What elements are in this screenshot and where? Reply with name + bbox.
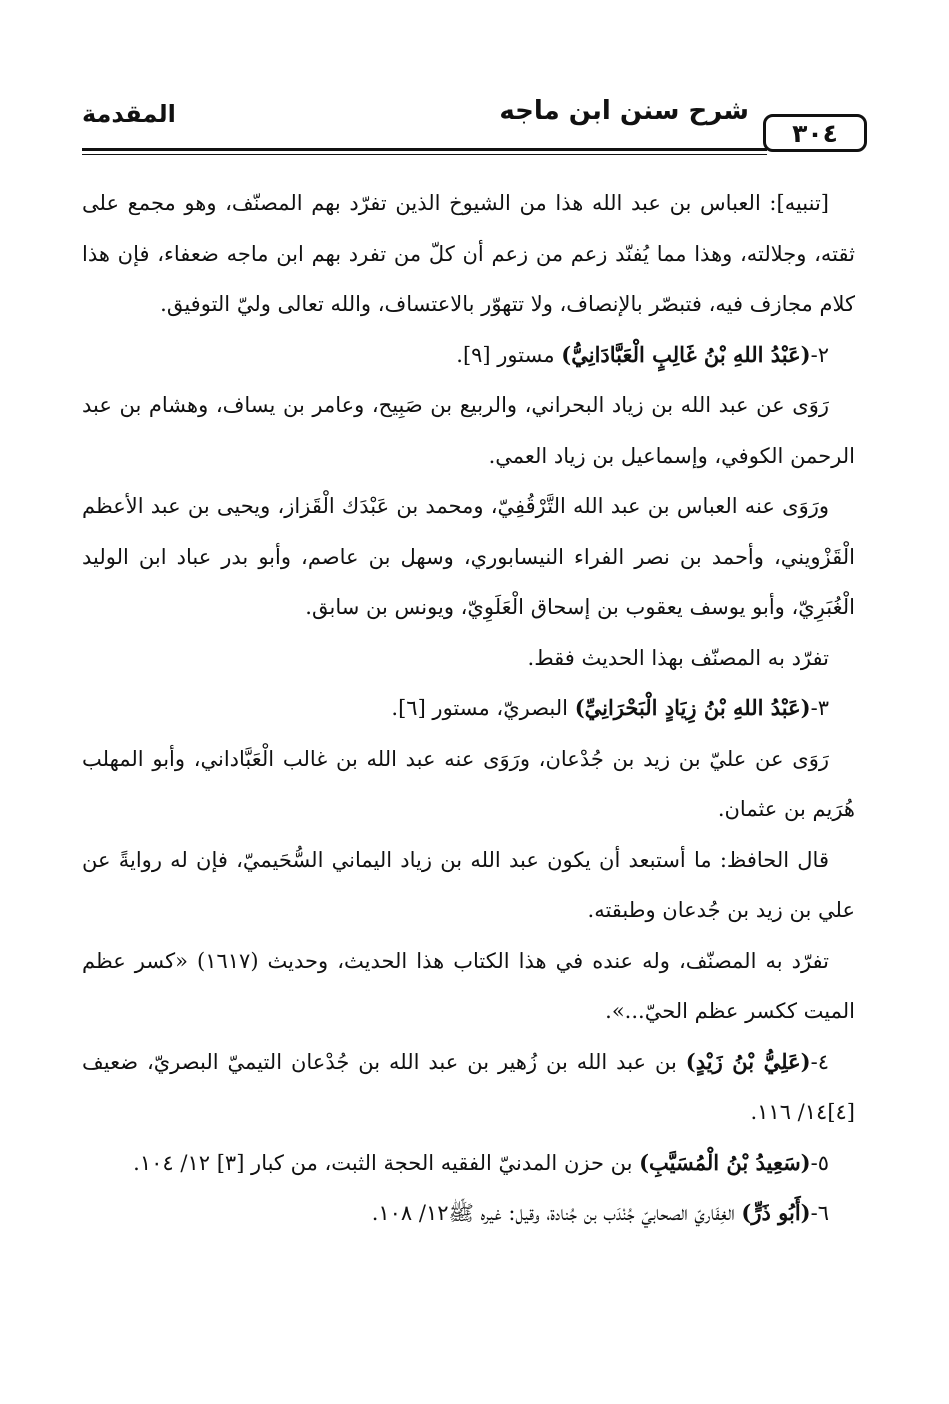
narrator-entry-6 <box>82 1188 855 1239</box>
narrator-name: (سَعِيدُ بْنُ الْمُسَيَّبِ) <box>639 1149 811 1175</box>
page-number: ٣٠٤ <box>792 118 838 148</box>
remark-paragraph: تفرّد به المصنّف، وله عنده في هذا الكتاب هذا الحديث، وحديث (١٦١٧) «كسر عظم الميت ككسر عظم الحيّ...». <box>82 948 855 1023</box>
narrator-entry-4 <box>82 1037 855 1138</box>
narrated-by-paragraph: ورَوَى عنه العباس بن عبد الله التَّرْقُفِيّ، ومحمد بن عَبْدَك الْقَزاز، ويحيى بن عبد الأعظم الْقَزْويني، وأحمد بن نصر الفراء النيسابوري، وسهل بن عاصم، وأبو بدر عباد ابن الوليد الْغُبَرِيّ، وأبو يوسف يعقوب بن إسحاق الْعَلَوِيّ، ويونس بن سابق. <box>82 494 855 619</box>
narrator-name: (عَبْدُ اللهِ بْنُ غَالِبٍ الْعَبَّادَانِيُّ) <box>561 341 811 367</box>
entry-details: مستور [٩]. <box>456 342 562 367</box>
narrator-name: (أَبُو ذَرٍّ) <box>741 1200 811 1225</box>
entry-number: ٢- <box>810 342 829 367</box>
note-paragraph: [تنبيه]: العباس بن عبد الله هذا من الشيوخ الذين تفرّد بهم المصنّف، وهو مجمع على ثقته، وجلالته، وهذا مما يُفنّد زعم من زعم أن كلّ من تفرد بهم ابن ماجه ضعفاء، فإن هذا كلام مجازف فيه، فتبصّر بالإنصاف، ولا تتهوّر بالاعتساف، والله تعالى وليّ التوفيق. <box>82 191 855 316</box>
book-title: شرح سنن ابن ماجه <box>499 96 749 126</box>
narrator-entry-2 <box>82 330 855 381</box>
narrator-name: (عَلِيُّ بْنُ زَيْدٍ) <box>685 1048 811 1074</box>
hafiz-quote-paragraph: قال الحافظ: ما أستبعد أن يكون عبد الله بن زياد اليماني السُّحَيميّ، فإن له روايةً عن علي بن زيد بن جُدعان وطبقته. <box>82 847 855 922</box>
entry-details: بن حزن المدنيّ الفقيه الحجة الثبت، من كبار [٣] ١٢/ ١٠٤. <box>133 1150 640 1175</box>
remark-paragraph: تفرّد به المصنّف بهذا الحديث فقط. <box>527 645 829 670</box>
narrated-from-paragraph: رَوَى عن عبد الله بن زياد البحراني، والربيع بن صَبِيح، وعامر بن يساف، وهشام بن عبد الرحمن الكوفي، وإسماعيل بن زياد العمي. <box>82 393 855 468</box>
header-rule <box>82 148 767 151</box>
narrated-from-paragraph: رَوَى عن عليّ بن زيد بن جُدْعان، ورَوَى عنه عبد الله بن غالب الْعَبَّاداني، وأبو المهلب هُرَيم بن عثمان. <box>82 746 855 821</box>
entry-details: الغِفَاريّ الصحابيّ جُنْدَب بن جُنادة، وقيل: غيره ﷺ١٢/ ١٠٨. <box>371 1201 742 1225</box>
narrator-entry-5 <box>82 1138 855 1189</box>
entry-number: ٥- <box>810 1150 829 1175</box>
entry-number: ٦- <box>810 1201 829 1225</box>
page-header <box>82 98 867 158</box>
header-rule-thin <box>82 154 767 155</box>
section-title: المقدمة <box>82 100 176 128</box>
entry-number: ٤- <box>810 1049 829 1074</box>
page-number-box <box>763 114 867 152</box>
page-body <box>82 178 855 1239</box>
entry-details: بن عبد الله بن زُهير بن عبد الله بن جُدْعان التيميّ البصريّ، ضعيف [٤]١٤/ ١١٦. <box>82 1049 855 1124</box>
narrator-name: (عَبْدُ اللهِ بْنُ زِيَادٍ الْبَحْرَانِيِّ) <box>574 695 811 720</box>
narrator-entry-3 <box>82 683 855 734</box>
entry-details: البصريّ، مستور [٦]. <box>391 696 575 720</box>
entry-number: ٣- <box>810 696 829 720</box>
